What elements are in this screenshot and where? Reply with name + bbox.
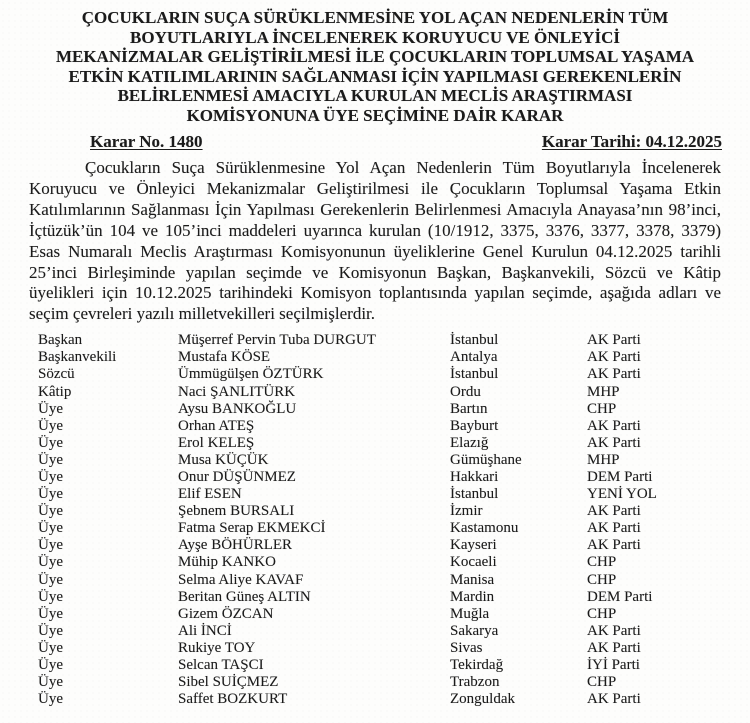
- member-city: Hakkari: [450, 469, 499, 485]
- table-row: [38, 418, 750, 435]
- member-name: Selcan TAŞCI: [178, 657, 264, 674]
- member-party: CHP: [587, 554, 617, 571]
- table-row: [38, 435, 750, 452]
- decision-meta-row: [90, 132, 722, 152]
- decision-number: Karar No. 1480: [90, 132, 203, 151]
- member-city: Tekirdağ: [450, 657, 504, 674]
- member-city: Sakarya: [450, 622, 499, 639]
- member-name: Erol KELEŞ: [178, 434, 255, 451]
- table-row: [38, 674, 750, 691]
- table-row: [38, 452, 750, 469]
- member-city: İstanbul: [450, 486, 499, 503]
- table-row: [38, 366, 750, 383]
- member-party: AK Parti: [587, 434, 641, 451]
- member-city: Zonguldak: [450, 691, 515, 708]
- table-row: [38, 349, 750, 366]
- title-line: ÇOCUKLARIN SUÇA SÜRÜKLENMESİNE YOL AÇAN NEDENLERİN TÜM: [81, 8, 669, 27]
- table-row: [38, 469, 750, 486]
- member-name: Şebnem BURSALI: [178, 503, 295, 520]
- member-role: Üye: [38, 417, 63, 434]
- member-party: MHP: [587, 383, 620, 400]
- table-row: [38, 520, 750, 537]
- decision-date: Karar Tarihi: 04.12.2025: [541, 132, 722, 151]
- member-role: Üye: [38, 537, 63, 554]
- member-role: Üye: [38, 469, 63, 485]
- member-party: AK Parti: [587, 332, 641, 349]
- member-name: Ümmügülşen ÖZTÜRK: [178, 366, 324, 383]
- member-role: Üye: [38, 605, 63, 622]
- table-row: [38, 640, 750, 657]
- member-role: Üye: [38, 520, 63, 537]
- member-party: AK Parti: [587, 349, 641, 366]
- document-title: [0, 0, 750, 125]
- table-row: [38, 486, 750, 503]
- members-table: [38, 332, 750, 708]
- member-role: Üye: [38, 503, 63, 520]
- decision-body-paragraph: Çocukların Suça Sürüklenmesine Yol Açan Nedenlerin Tüm Boyutlarıyla İncelenerek Koruyucu ve Önleyici Mekanizmalar Geliştirilmesi ile Çocukların Toplumsal Yaşama Etkin Katılımlarının Sağlanması İçin Yapılması Gerekenlerin Belirlenmesi Amacıyla Anayasa’nın 98’inci, İçtüzük’ün 104 ve 105’inci maddeleri uyarınca kurulan (10/1912, 3375, 3376, 3377, 3378, 3379) Esas Numaralı Meclis Araştırması Komisyonunun üyeliklerine Genel Kurulun 04.12.2025 tarihli 25’inci Birleşiminde yapılan seçimde ve Komisyonun Başkan, Başkanvekili, Sözcü ve Kâtip üyelikleri için 10.12.2025 tarihindeki Komisyon toplantısında yapılan seçimde, aşağıda adları ve seçim çevreleri yazılı milletvekilleri seçilmişlerdir.: [29, 158, 721, 324]
- member-party: CHP: [587, 571, 617, 588]
- member-role: Sözcü: [38, 366, 75, 383]
- member-role: Üye: [38, 486, 63, 503]
- table-row: [38, 384, 750, 401]
- member-city: Manisa: [450, 571, 495, 588]
- member-name: Aysu BANKOĞLU: [178, 400, 297, 417]
- member-role: Üye: [38, 451, 63, 468]
- table-row: [38, 606, 750, 623]
- member-role: Üye: [38, 691, 63, 708]
- member-city: Mardin: [450, 588, 495, 605]
- member-name: Musa KÜÇÜK: [178, 451, 269, 468]
- member-party: AK Parti: [587, 520, 641, 537]
- member-name: Mustafa KÖSE: [178, 349, 271, 366]
- table-row: [38, 401, 750, 418]
- member-city: Trabzon: [450, 674, 500, 691]
- member-party: AK Parti: [587, 639, 641, 656]
- table-row: [38, 691, 750, 708]
- member-role: Başkanvekili: [38, 349, 117, 366]
- member-role: Üye: [38, 622, 63, 639]
- member-name: Orhan ATEŞ: [178, 417, 255, 434]
- member-party: DEM Parti: [587, 588, 653, 605]
- member-city: Kocaeli: [450, 554, 497, 571]
- member-party: İYİ Parti: [587, 657, 640, 674]
- member-city: Antalya: [450, 349, 498, 366]
- member-role: Kâtip: [38, 383, 72, 400]
- member-city: İstanbul: [450, 366, 499, 383]
- member-role: Üye: [38, 554, 63, 571]
- member-role: Üye: [38, 588, 63, 605]
- member-city: Bayburt: [450, 417, 499, 434]
- member-name: Müşerref Pervin Tuba DURGUT: [178, 332, 376, 349]
- member-city: Ordu: [450, 383, 481, 400]
- table-row: [38, 623, 750, 640]
- member-city: İzmir: [450, 503, 483, 520]
- table-row: [38, 332, 750, 349]
- member-city: Bartın: [450, 400, 488, 417]
- member-name: Selma Aliye KAVAF: [178, 571, 304, 588]
- member-city: Sivas: [450, 639, 483, 656]
- table-row: [38, 503, 750, 520]
- member-city: Kayseri: [450, 537, 497, 554]
- member-role: Başkan: [38, 332, 83, 349]
- member-party: MHP: [587, 451, 620, 468]
- member-name: Gizem ÖZCAN: [178, 605, 274, 622]
- table-row: [38, 589, 750, 606]
- member-city: Muğla: [450, 605, 490, 622]
- member-party: YENİ YOL: [587, 486, 657, 503]
- member-name: Sibel SUİÇMEZ: [178, 674, 279, 691]
- member-name: Beritan Güneş ALTIN: [178, 588, 311, 605]
- member-city: Kastamonu: [450, 520, 519, 537]
- member-party: AK Parti: [587, 537, 641, 554]
- member-role: Üye: [38, 571, 63, 588]
- member-party: AK Parti: [587, 503, 641, 520]
- title-line: BOYUTLARIYLA İNCELENEREK KORUYUCU VE ÖNLEYİCİ: [130, 27, 620, 47]
- member-role: Üye: [38, 400, 63, 417]
- member-name: Ali İNCİ: [178, 622, 232, 639]
- member-name: Ayşe BÖHÜRLER: [178, 537, 293, 554]
- title-line: KOMİSYONUNA ÜYE SEÇİMİNE DAİR KARAR: [186, 105, 564, 125]
- member-name: Mühip KANKO: [178, 554, 276, 571]
- member-name: Fatma Serap EKMEKCİ: [178, 520, 326, 537]
- member-name: Elif ESEN: [178, 486, 242, 503]
- member-party: CHP: [587, 400, 617, 417]
- member-name: Saffet BOZKURT: [178, 691, 288, 708]
- member-name: Onur DÜŞÜNMEZ: [178, 469, 296, 485]
- member-party: DEM Parti: [587, 469, 653, 485]
- member-party: AK Parti: [587, 622, 641, 639]
- member-role: Üye: [38, 434, 63, 451]
- member-city: İstanbul: [450, 332, 499, 349]
- member-role: Üye: [38, 639, 63, 656]
- member-role: Üye: [38, 657, 63, 674]
- member-party: AK Parti: [587, 691, 641, 708]
- member-name: Naci ŞANLITÜRK: [178, 383, 296, 400]
- member-role: Üye: [38, 674, 63, 691]
- member-party: AK Parti: [587, 417, 641, 434]
- member-party: CHP: [587, 605, 617, 622]
- title-line: BELİRLENMESİ AMACIYLA KURULAN MECLİS ARAŞTIRMASI: [117, 86, 633, 105]
- table-row: [38, 537, 750, 554]
- member-city: Elazığ: [450, 434, 489, 451]
- member-party: AK Parti: [587, 366, 641, 383]
- member-name: Rukiye TOY: [178, 639, 256, 656]
- table-row: [38, 554, 750, 571]
- title-line: MEKANİZMALAR GELİŞTİRİLMESİ İLE ÇOCUKLARIN TOPLUMSAL YAŞAMA: [55, 47, 695, 66]
- table-row: [38, 657, 750, 674]
- title-line: ETKİN KATILIMLARININ SAĞLANMASI İÇİN YAPILMASI GEREKENLERİN: [68, 66, 682, 86]
- member-city: Gümüşhane: [450, 451, 522, 468]
- member-party: CHP: [587, 674, 617, 691]
- table-row: [38, 572, 750, 589]
